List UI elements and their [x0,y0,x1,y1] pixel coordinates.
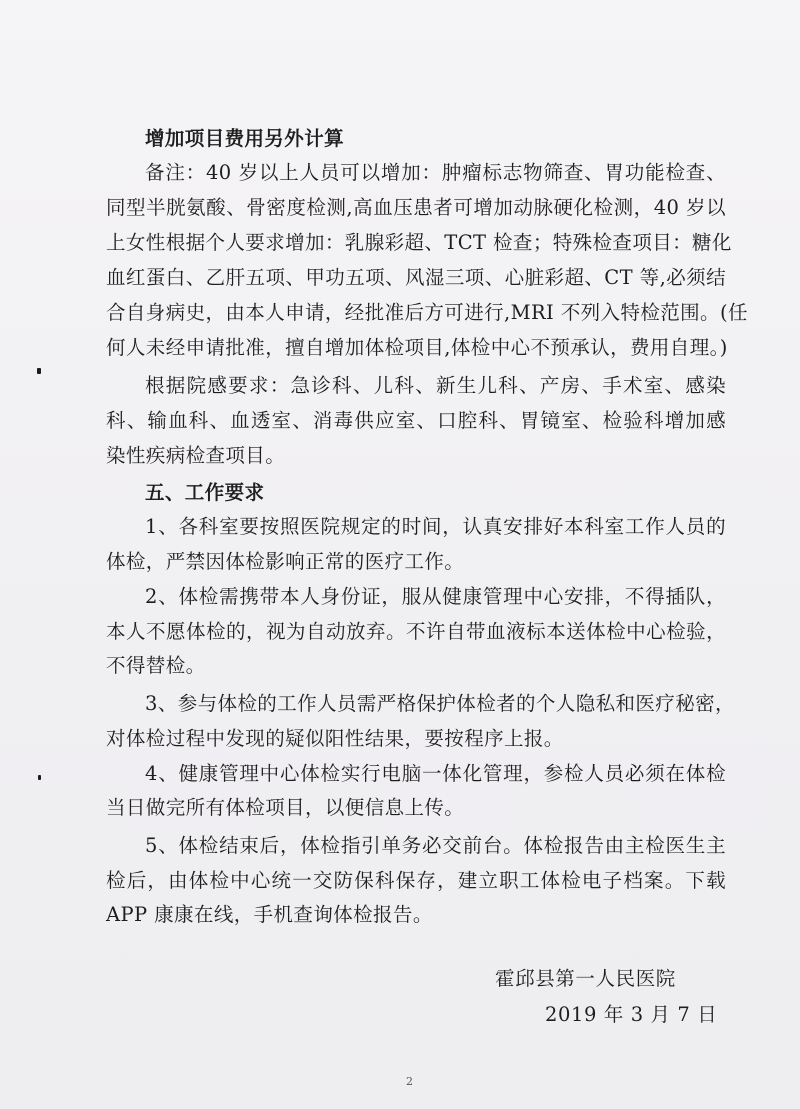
remark-line: 何人未经申请批准，擅自增加体检项目,体检中心不预承认，费用自理。) [106,336,728,359]
punch-mark [37,368,41,374]
section-heading: 五、工作要求 [145,481,265,504]
item-line: 对体检过程中发现的疑似阳性结果，要按程序上报。 [106,727,564,750]
item-line: 5、体检结束后，体检指引单务必交前台。体检报告由主检医生主 [145,834,726,857]
item-line: 4、健康管理中心体检实行电脑一体化管理，参检人员必须在体检 [145,762,726,785]
page-number: 2 [406,1075,413,1088]
remark-line: 合自身病史，由本人申请，经批准后方可进行,MRI 不列入特检范围。(任 [106,301,748,324]
remark-line: 血红蛋白、乙肝五项、甲功五项、风湿三项、心脏彩超、CT 等,必须结 [106,266,726,289]
item-line: 3、参与体检的工作人员需严格保护体检者的个人隐私和医疗秘密， [145,692,735,715]
item-line: 检后，由体检中心统一交防保科保存，建立职工体检电子档案。下载 [106,869,726,892]
infection-line: 染性疾病检查项目。 [106,444,286,467]
remark-line: 上女性根据个人要求增加：乳腺彩超、TCT 检查；特殊检查项目：糖化 [106,231,732,254]
item-line: APP 康康在线，手机查询体检报告。 [106,903,433,926]
item-line: 当日做完所有体检项目，以便信息上传。 [106,796,465,819]
extra-cost-heading: 增加项目费用另外计算 [145,127,345,150]
punch-mark [38,775,41,780]
signature-date: 2019 年 3 月 7 日 [545,1003,718,1026]
item-line: 1、各科室要按照医院规定的时间，认真安排好本科室工作人员的 [145,515,726,538]
item-line: 不得替检。 [106,654,206,677]
signature: 霍邱县第一人民医院 [495,967,676,990]
infection-line: 科、输血科、血透室、消毒供应室、口腔科、胃镜室、检验科增加感 [106,409,726,432]
infection-line: 根据院感要求：急诊科、儿科、新生儿科、产房、手术室、感染 [145,374,726,397]
item-line: 体检，严禁因体检影响正常的医疗工作。 [106,550,465,573]
item-line: 2、体检需携带本人身份证，服从健康管理中心安排，不得插队， [145,585,726,608]
remark-line: 备注：40 岁以上人员可以增加：肿瘤标志物筛查、胃功能检查、 [145,161,726,184]
remark-line: 同型半胱氨酸、骨密度检测,高血压患者可增加动脉硬化检测，40 岁以 [106,196,726,219]
item-line: 本人不愿体检的，视为自动放弃。不许自带血液标本送体检中心检验， [106,620,726,643]
